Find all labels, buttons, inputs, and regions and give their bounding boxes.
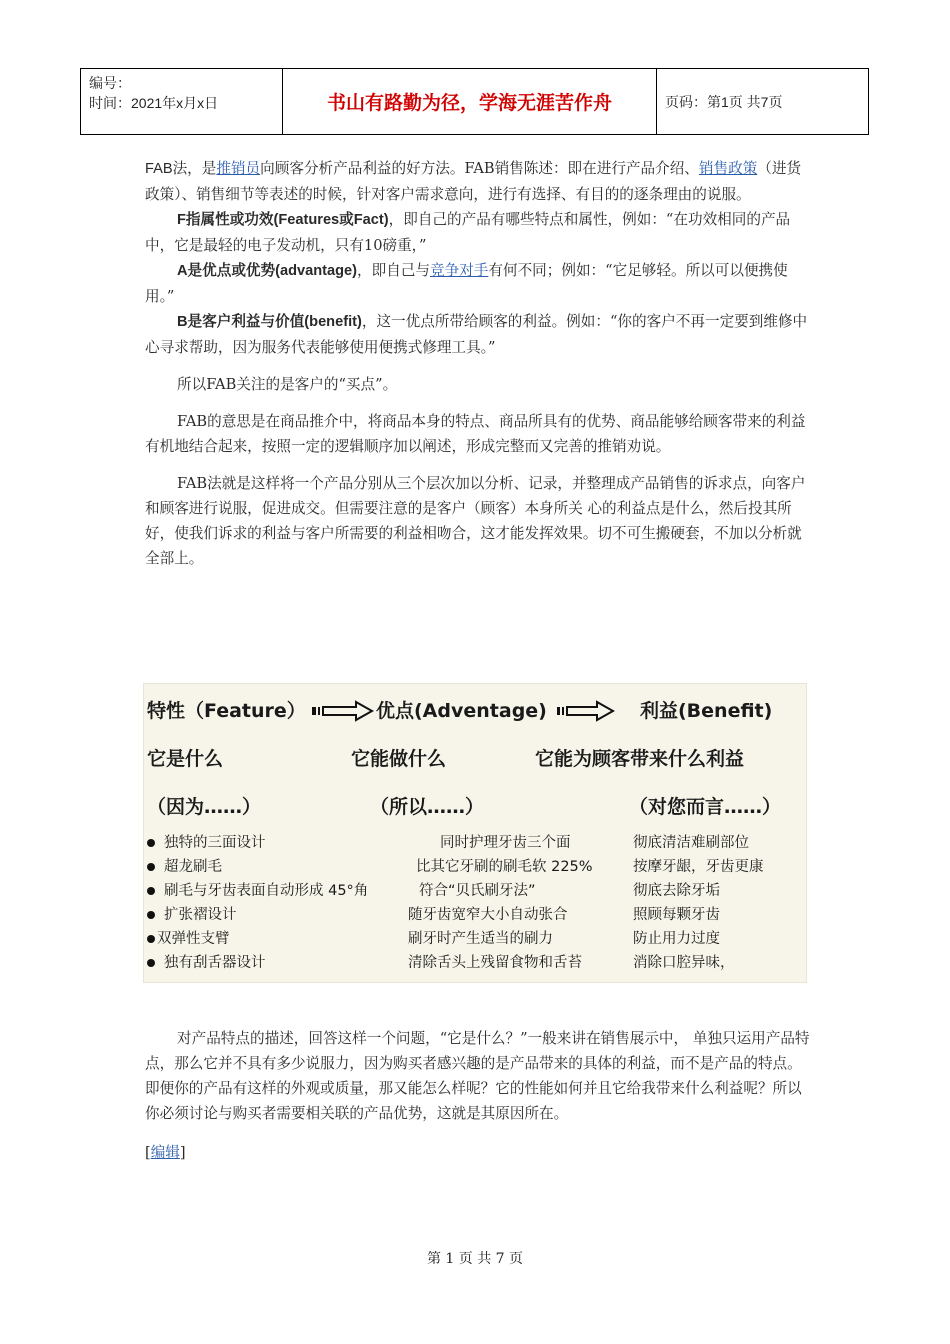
edit-link-line: [编辑] <box>145 1144 186 1161</box>
figure-cue-feature: （因为……） <box>147 796 262 818</box>
paragraph-fab-method: FAB法就是这样将一个产品分别从三个层次加以分析、记录，并整理成产品销售的诉求点，向客户和顾客进行说服，促进成交。但需要注意的是客户（顾客）本身所关 心的利益点是什么，然后投其所好，使我们诉求的利益与客户所需要的利益相吻合，这才能发挥效果。切不可生搬硬套，不加以分析就全部上。 <box>145 475 806 567</box>
advantage-term: A是优点或优势(advantage) <box>177 263 358 279</box>
figure-cue-benefit: （对您而言……） <box>629 796 782 818</box>
figure-header-advantage: 优点(Adventage) <box>376 700 547 722</box>
paragraph-fab-meaning: FAB的意思是在商品推介中，将商品本身的特点、商品所具有的优势、商品能够给顾客带来的利益有机地结合起来，按照一定的逻辑顺序加以阐述，形成完整而又完善的推销劝说。 <box>145 413 806 455</box>
paragraph-advantage: A是优点或优势(advantage)，即自己与竞争对手有何不同；例如：“它足够轻。所以可以便携使用。” <box>145 262 788 305</box>
advantage-item: 刷牙时产生适当的刷力 <box>408 931 553 947</box>
feature-term: F指属性或功效(Features或Fact) <box>177 212 389 228</box>
bullet-icon <box>147 959 155 967</box>
benefit-item: 消除口腔异味， <box>633 955 735 971</box>
advantage-item: 比其它牙刷的刷毛软 225% <box>416 859 593 875</box>
feature-item: 双弹性支臂 <box>147 927 230 948</box>
paragraph-intro: FAB法，是推销员向顾客分析产品利益的好方法。FAB销售陈述：即在进行产品介绍、销售政策（进货政策）、销售细节等表述的时候，针对客户需求意向，进行有选择、有目的的逐条理由的说服。 <box>145 160 802 203</box>
benefit-item: 照顾每颗牙齿 <box>633 907 720 923</box>
header-meta <box>81 69 283 134</box>
advantage-item: 随牙齿宽窄大小自动张合 <box>408 907 568 923</box>
paragraph-feature: F指属性或功效(Features或Fact)，即自己的产品有哪些特点和属性，例如：“在功效相同的产品中，它是最轻的电子发动机，只有10磅重，” <box>145 211 791 254</box>
feature-item: 扩张褶设计 <box>147 903 237 924</box>
benefit-item: 彻底去除牙垢 <box>633 883 720 899</box>
arrow-icon <box>557 700 615 722</box>
fab-figure <box>143 683 807 983</box>
figure-header-benefit: 利益(Benefit) <box>640 700 773 722</box>
paragraph-feature-description: 对产品特点的描述，回答这样一个问题，“它是什么？”一般来讲在销售展示中， 单独只运用产品特点，那么它并不具有多少说服力，因为购买者感兴趣的是产品带来的具体的利益，而不是产品的特点。即便你的产品有这样的外观或质量，那又能怎么样呢？它的性能如何并且它给我带来什么利益呢？所以你必须讨论与购买者需要相关联的产品优势，这就是其原因所在。 <box>145 1030 810 1122</box>
feature-item: 超龙刷毛 <box>147 855 222 876</box>
figure-question-benefit: 它能为顾客带来什么利益 <box>535 748 745 770</box>
link-salesperson[interactable]: 推销员 <box>216 160 261 177</box>
link-competitor[interactable]: 竞争对手 <box>430 262 489 279</box>
paragraph-benefit: B是客户利益与价值(benefit)，这一优点所带给顾客的利益。例如：“你的客户不再一定要到维修中心寻求帮助，因为服务代表能够使用便携式修理工具。” <box>145 313 808 356</box>
figure-cue-advantage: （所以……） <box>370 796 485 818</box>
advantage-item: 清除舌头上残留食物和舌苔 <box>408 955 582 971</box>
feature-item: 刷毛与牙齿表面自动形成 45°角 <box>147 879 368 900</box>
header-page-label: 页码：第1页 共7页 <box>665 93 783 110</box>
arrow-icon <box>312 700 374 722</box>
benefit-term: B是客户利益与价值(benefit) <box>177 314 362 330</box>
feature-item: 独特的三面设计 <box>147 831 266 852</box>
bullet-icon <box>147 911 155 919</box>
advantage-item: 符合“贝氏刷牙法” <box>419 883 536 899</box>
article-body <box>145 156 810 571</box>
figure-header-feature: 特性（Feature） <box>147 700 306 722</box>
figure-question-advantage: 它能做什么 <box>351 748 447 770</box>
advantage-item: 同时护理牙齿三个面 <box>440 835 571 851</box>
bullet-icon <box>147 839 155 847</box>
header-motto: 书山有路勤为径，学海无涯苦作舟 <box>283 69 657 134</box>
figure-question-feature: 它是什么 <box>147 748 224 770</box>
bullet-icon <box>147 863 155 871</box>
link-sales-policy[interactable]: 销售政策 <box>698 160 758 177</box>
benefit-item: 彻底清洁难刷部位 <box>633 835 749 851</box>
bullet-icon <box>147 887 155 895</box>
feature-item: 独有刮舌器设计 <box>147 951 266 972</box>
paragraph-buying-point: 所以FAB关注的是客户的“买点”。 <box>177 376 398 393</box>
bullet-icon <box>147 935 155 943</box>
benefit-item: 按摩牙龈，牙齿更康 <box>633 859 764 875</box>
document-header <box>80 68 869 135</box>
number-label: 编号： <box>89 75 131 91</box>
page-footer: 第 1 页 共 7 页 <box>426 1251 524 1267</box>
benefit-item: 防止用力过度 <box>633 931 720 947</box>
edit-link[interactable]: 编辑 <box>150 1144 180 1161</box>
time-label: 时间：2021年x月x日 <box>89 95 219 111</box>
article-body-continued <box>145 1026 810 1165</box>
